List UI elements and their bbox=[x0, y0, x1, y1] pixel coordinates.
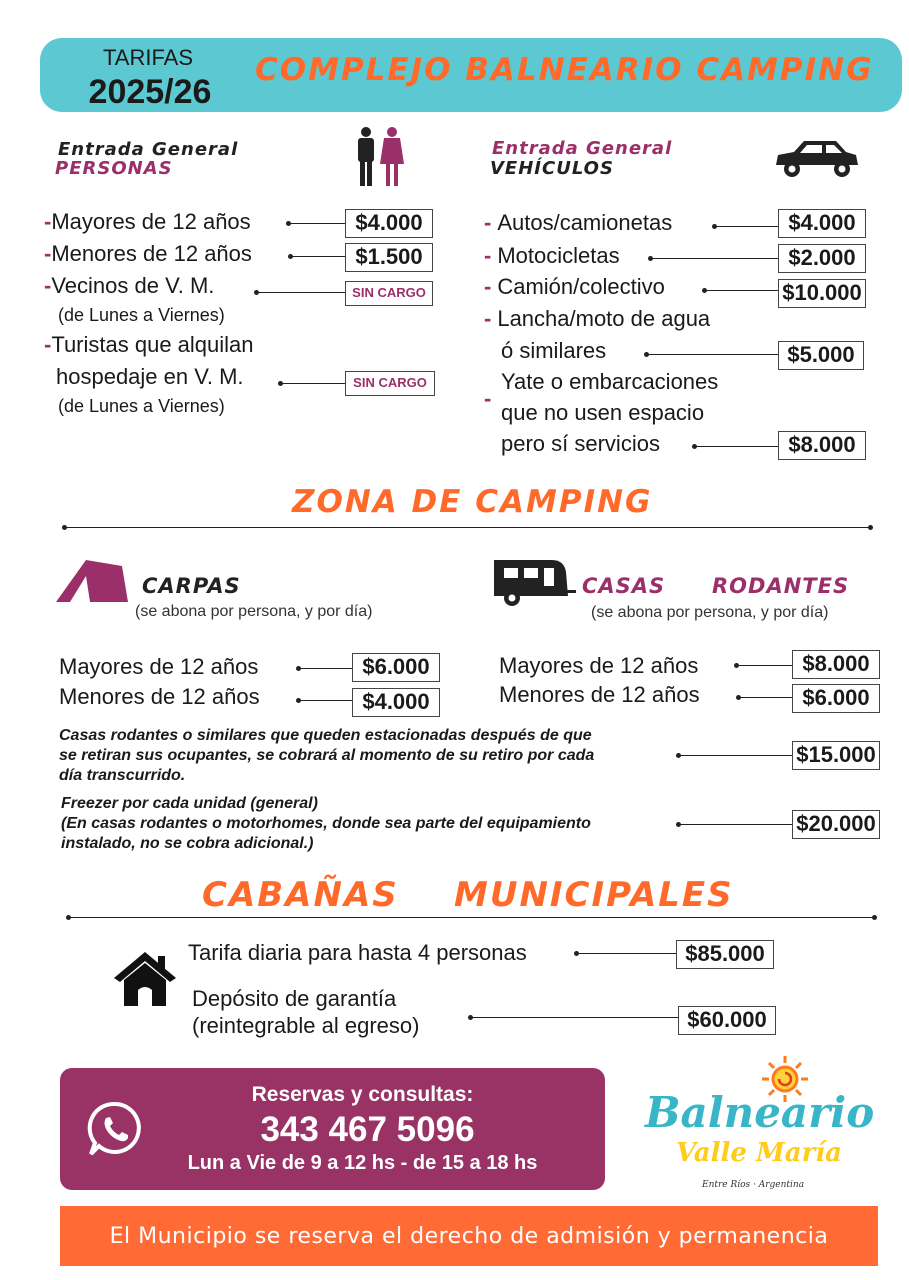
vehiculos-row-lancha: - Lancha/moto de agua bbox=[484, 306, 711, 331]
price-badge: $6.000 bbox=[352, 653, 440, 682]
price-badge: $10.000 bbox=[778, 279, 866, 308]
trailer-icon bbox=[490, 556, 576, 608]
personas-row-vecinos: -Vecinos de V. M. bbox=[44, 273, 215, 298]
price-badge: $15.000 bbox=[792, 741, 880, 770]
turistas-note: (de Lunes a Viernes) bbox=[58, 396, 225, 416]
people-icon bbox=[352, 126, 408, 188]
sin-cargo-badge: SIN CARGO bbox=[345, 371, 435, 396]
price-badge: $60.000 bbox=[678, 1006, 776, 1035]
price-badge: $6.000 bbox=[792, 684, 880, 713]
reservas-hours: Lun a Vie de 9 a 12 hs - de 15 a 18 hs bbox=[187, 1152, 538, 1174]
price-badge: $20.000 bbox=[792, 810, 880, 839]
personas-row-turistas: -Turistas que alquilan bbox=[44, 332, 254, 357]
vehiculos-row-motos: - Motocicletas bbox=[484, 243, 620, 268]
freezer-line1: Freezer por cada unidad (general) bbox=[61, 795, 318, 812]
tarifas-label: TARIFAS bbox=[102, 45, 194, 70]
price-badge: $4.000 bbox=[778, 209, 866, 238]
price-badge: $8.000 bbox=[778, 431, 866, 460]
page-title: COMPLEJO BALNEARIO CAMPING bbox=[255, 52, 874, 88]
vehiculos-row-autos: - Autos/camionetas bbox=[484, 210, 673, 235]
cabanas-deposito-line2: (reintegrable al egreso) bbox=[192, 1013, 420, 1038]
camping-title: ZONA DE CAMPING bbox=[292, 484, 653, 520]
rodantes-row-mayores: Mayores de 12 años bbox=[499, 653, 699, 678]
estacionadas-line2: se retiran sus ocupantes, se cobrará al momento de su retiro por cada bbox=[59, 747, 595, 764]
carpas-title: CARPAS bbox=[142, 574, 241, 598]
price-badge: $1.500 bbox=[345, 243, 433, 272]
car-icon bbox=[772, 135, 860, 181]
personas-row-mayores: -Mayores de 12 años bbox=[44, 209, 251, 234]
whatsapp-icon bbox=[86, 1100, 144, 1158]
personas-row-menores: -Menores de 12 años bbox=[44, 241, 252, 266]
vehiculos-row-yate: Yate o embarcaciones bbox=[501, 369, 719, 394]
rodantes-subtitle: (se abona por persona, y por día) bbox=[591, 604, 829, 621]
tent-icon bbox=[56, 556, 128, 604]
price-badge: $5.000 bbox=[778, 341, 864, 370]
sin-cargo-badge: SIN CARGO bbox=[345, 281, 433, 306]
vecinos-note: (de Lunes a Viernes) bbox=[58, 305, 225, 325]
carpas-subtitle: (se abona por persona, y por día) bbox=[135, 603, 373, 620]
rodantes-row-menores: Menores de 12 años bbox=[499, 682, 700, 707]
turistas-line2: hospedaje en V. M. bbox=[56, 364, 244, 389]
estacionadas-line1: Casas rodantes o similares que queden estacionadas después de que bbox=[59, 727, 592, 744]
personas-title-line2: PERSONAS bbox=[55, 158, 173, 179]
lancha-line2: ó similares bbox=[501, 338, 607, 363]
footer-text: El Municipio se reserva el derecho de admisión y permanencia bbox=[109, 1224, 829, 1249]
cabanas-title-a: CABAÑAS bbox=[202, 875, 399, 915]
vehiculos-row-camion: - Camión/colectivo bbox=[484, 274, 665, 299]
estacionadas-line3: día transcurrido. bbox=[59, 767, 186, 784]
price-badge: $2.000 bbox=[778, 244, 866, 273]
carpas-row-menores: Menores de 12 años bbox=[59, 684, 260, 709]
cabanas-title-b: MUNICIPALES bbox=[454, 875, 734, 915]
reservas-title: Reservas y consultas: bbox=[251, 1083, 474, 1106]
rodantes-title-b: RODANTES bbox=[712, 574, 850, 598]
house-icon bbox=[112, 950, 178, 1008]
price-badge: $4.000 bbox=[345, 209, 433, 238]
personas-title-line1: Entrada General bbox=[58, 139, 239, 160]
rodantes-title-a: CASAS bbox=[582, 574, 666, 598]
carpas-row-mayores: Mayores de 12 años bbox=[59, 654, 259, 679]
cabanas-deposito-line1: Depósito de garantía bbox=[192, 986, 397, 1011]
freezer-line2: (En casas rodantes o motorhomes, donde sea parte del equipamiento bbox=[61, 815, 591, 832]
logo-line2: Valle María bbox=[676, 1138, 843, 1168]
cabanas-tarifa-label: Tarifa diaria para hasta 4 personas bbox=[188, 940, 527, 965]
season-label: 2025/26 bbox=[88, 73, 212, 111]
vehiculos-title-line1: Entrada General bbox=[492, 138, 673, 159]
yate-line3: pero sí servicios bbox=[501, 431, 660, 456]
price-badge: $4.000 bbox=[352, 688, 440, 717]
yate-line2: que no usen espacio bbox=[501, 400, 705, 425]
vehiculos-title-line2: VEHÍCULOS bbox=[490, 158, 614, 179]
price-badge: $8.000 bbox=[792, 650, 880, 679]
freezer-line3: instalado, no se cobra adicional.) bbox=[61, 835, 314, 852]
price-badge: $85.000 bbox=[676, 940, 774, 969]
logo-line3: Entre Ríos · Argentina bbox=[702, 1180, 805, 1190]
logo-line1: Balneario bbox=[645, 1088, 875, 1137]
reservas-phone[interactable]: 343 467 5096 bbox=[260, 1110, 475, 1149]
